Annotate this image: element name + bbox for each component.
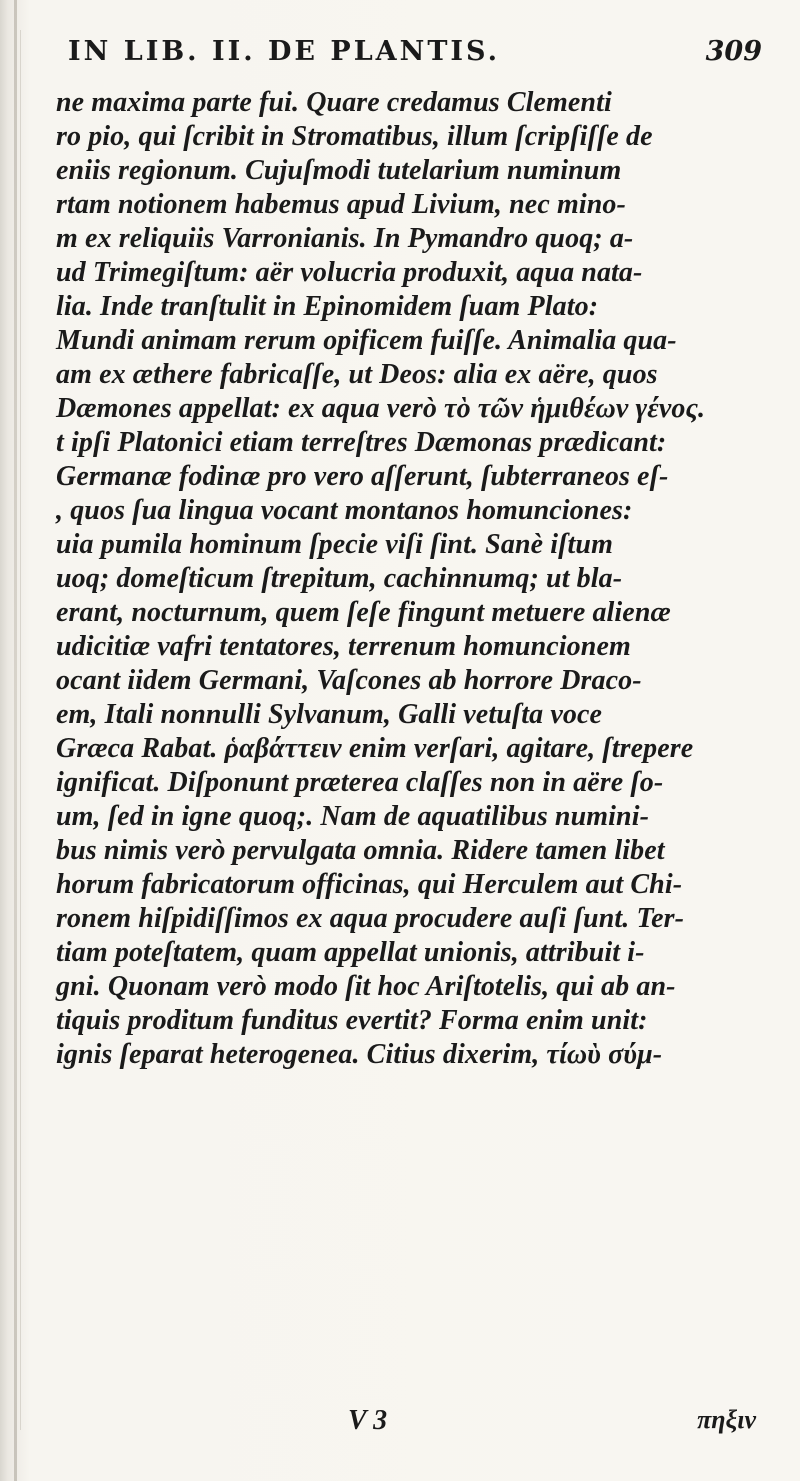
text-line: ud Trimegiſtum: aër volucria produxit, aqua nata- [56,257,643,288]
text-line: um, ſed in igne quoq;. Nam de aquatilibus numini- [56,801,649,832]
text-line: eniis regionum. Cujuſmodi tutelarium numinum [56,155,622,186]
text-line: t ipſi Platonici etiam terreſtres Dæmonas prædicant: [56,427,667,458]
text-line: horum fabricatorum officinas, qui Herculem aut Chi- [56,869,683,900]
page-header [68,36,762,76]
text-line: ro pio, qui ſcribit in Stromatibus, illum ſcripſiſſe de [56,121,653,152]
body-text [26,86,796,1072]
page-number: 309 [705,36,762,67]
text-line: bus nimis verò pervulgata omnia. Ridere tamen libet [56,835,665,866]
text-line: rtam notionem habemus apud Livium, nec mino- [56,189,626,220]
page-footer [0,1405,800,1441]
text-line: ronem hiſpidiſſimos ex aqua procudere auſi ſunt. Ter- [56,903,685,934]
text-line: em, Itali nonnulli Sylvanum, Galli vetuſta voce [56,699,603,730]
text-line: ocant iidem Germani, Vaſcones ab horrore Draco- [56,665,642,696]
signature-mark: V 3 [348,1405,388,1436]
text-line: tiam poteſtatem, quam appellat unionis, attribuit i- [56,937,645,968]
text-line: am ex æthere fabricaſſe, ut Deos: alia ex aëre, quos [56,359,658,390]
text-line: Dæmones appellat: ex aqua verò τὸ τῶν ἡμιθέων γένος. [56,393,706,424]
text-line: ignificat. Diſponunt præterea claſſes non in aëre ſo- [56,767,664,798]
text-line: uoq; domeſticum ſtrepitum, cachinnumq; ut bla- [56,563,623,594]
catchword: πηξιν [697,1405,756,1434]
text-line: Germanæ fodinæ pro vero aſſerunt, ſubterraneos eſ- [56,461,669,492]
text-line: tiquis proditum funditus evertit? Forma enim unit: [56,1005,648,1036]
text-line: gni. Quonam verò modo ſit hoc Ariſtotelis, qui ab an- [56,971,676,1002]
binding-shadow [20,30,21,1430]
text-line: erant, nocturnum, quem ſeſe fingunt metuere alienæ [56,597,671,628]
binding-gutter [14,0,17,1481]
text-line: uia pumila hominum ſpecie viſi ſint. Sanè iſtum [56,529,613,560]
text-line: m ex reliquiis Varronianis. In Pymandro quoq; a- [56,223,634,254]
text-line: udicitiæ vafri tentatores, terrenum homuncionem [56,631,631,662]
text-line: lia. Inde tranſtulit in Epinomidem ſuam Plato: [56,291,599,322]
running-head: IN LIB. II. DE PLANTIS. [68,36,500,67]
text-line: Græca Rabat. ῥαβάττειν enim verſari, agitare, ſtrepere [56,733,694,764]
text-line: ignis ſeparat heterogenea. Citius dixerim, τίωὺ σύμ- [56,1039,663,1070]
text-line: ne maxima parte fui. Quare credamus Clementi [56,87,612,118]
text-line: Mundi animam rerum opificem fuiſſe. Animalia qua- [56,325,677,356]
text-line: , quos ſua lingua vocant montanos homunciones: [56,495,633,526]
